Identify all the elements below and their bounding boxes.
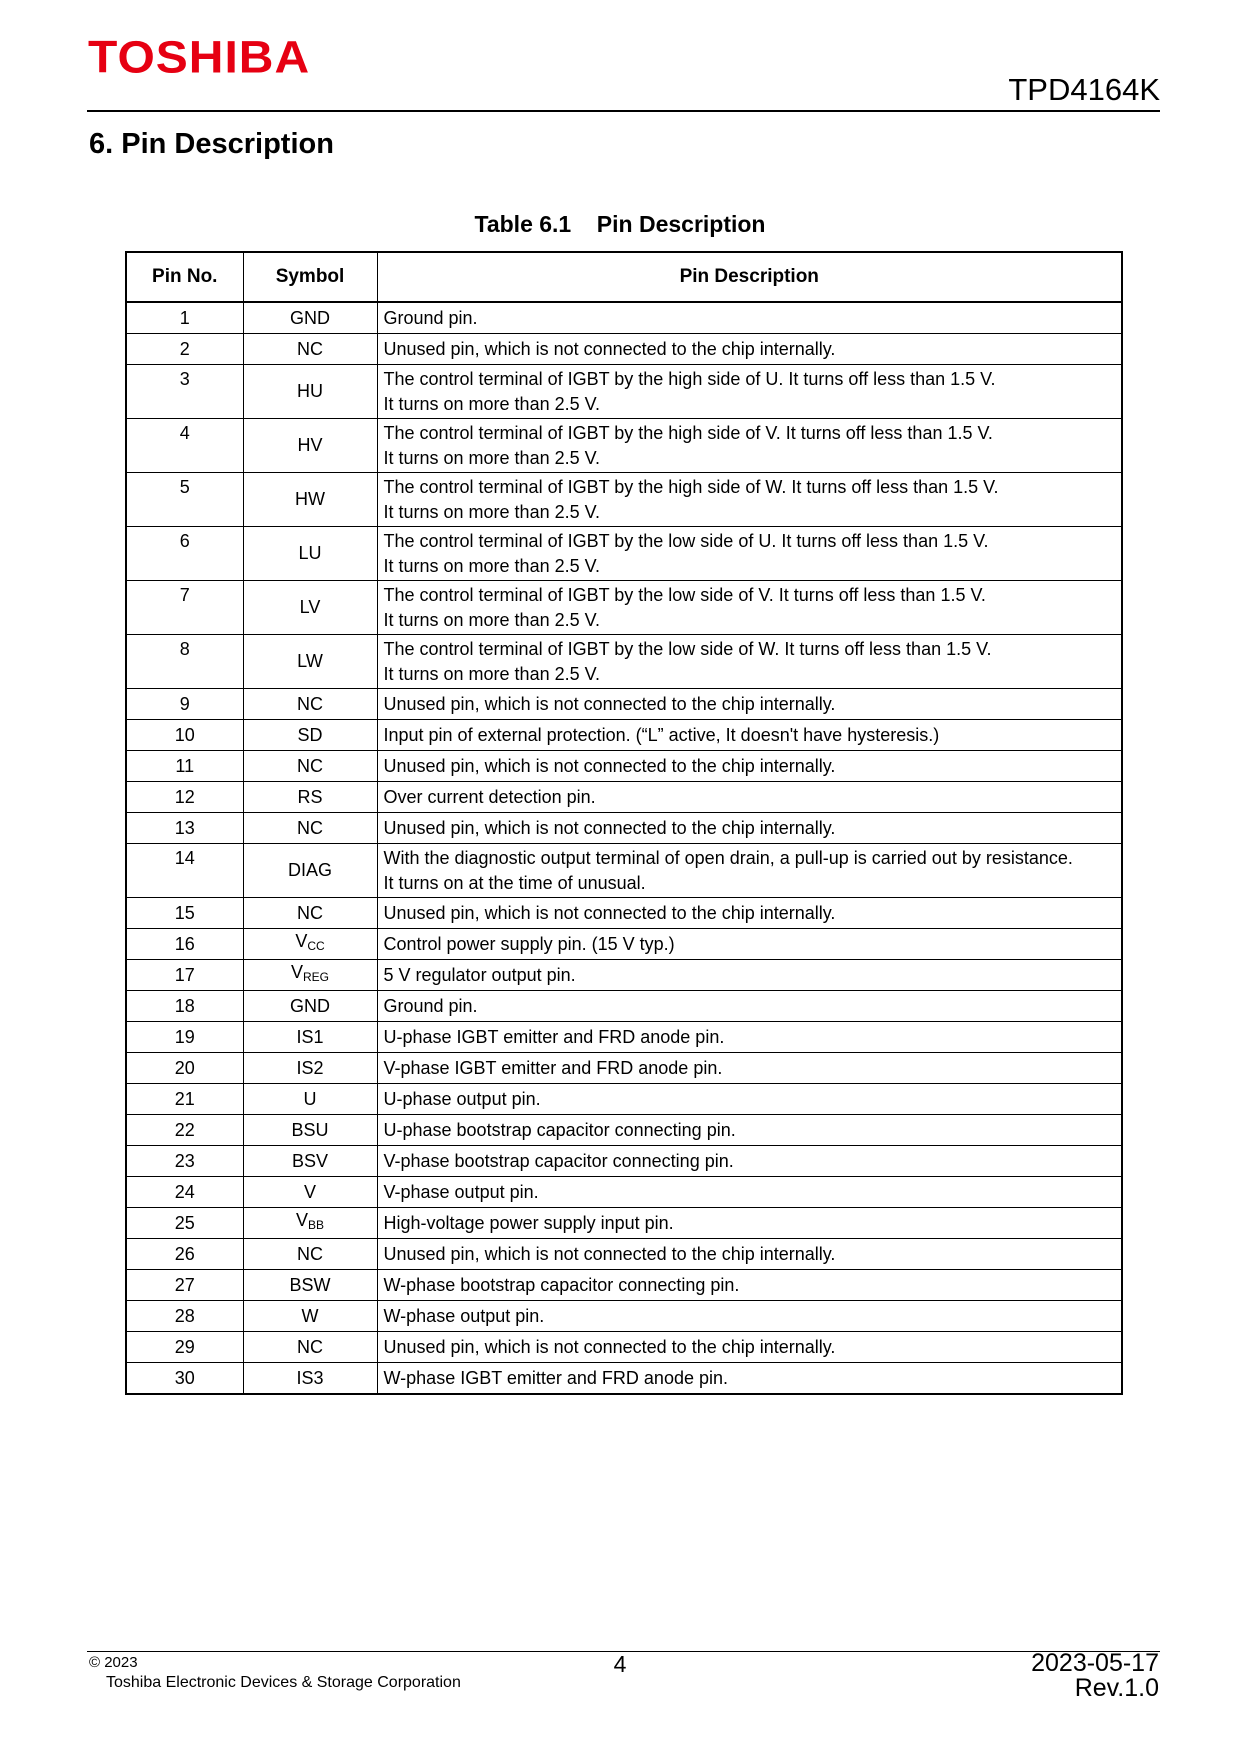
description-cell [377, 1239, 1122, 1270]
description-cell [377, 689, 1122, 720]
symbol-cell [243, 960, 377, 991]
column-header-symbol: Symbol [243, 252, 377, 302]
symbol-text: LU [298, 543, 322, 563]
pin-number-cell: 7 [126, 581, 243, 635]
symbol-cell [243, 929, 377, 960]
table-row [126, 581, 1122, 635]
symbol-text: DIAG [287, 860, 332, 880]
description-cell [377, 1115, 1122, 1146]
table-row [126, 1115, 1122, 1146]
pin-number-cell: 28 [126, 1301, 243, 1332]
symbol-text: LW [297, 651, 323, 671]
table-row [126, 527, 1122, 581]
description-line: The control terminal of IGBT by the high side of V. It turns off less than 1.5 V. [383, 422, 993, 443]
description-cell [377, 813, 1122, 844]
table-row [126, 751, 1122, 782]
pin-number-cell: 6 [126, 527, 243, 581]
description-line: It turns on at the time of unusual. [383, 872, 646, 893]
pin-number-cell: 26 [126, 1239, 243, 1270]
pin-number-cell: 3 [126, 365, 243, 419]
description-cell [377, 1146, 1122, 1177]
symbol-cell [243, 1022, 377, 1053]
revision: Rev.1.0 [1074, 1674, 1159, 1702]
symbol-cell [243, 302, 377, 334]
pin-number-cell: 11 [126, 751, 243, 782]
table-caption: Table 6.1 Pin Description [474, 211, 766, 237]
pin-number-cell: 2 [126, 334, 243, 365]
description-cell [377, 334, 1122, 365]
pin-number-cell: 10 [126, 720, 243, 751]
pin-number-cell: 15 [126, 898, 243, 929]
description-line: It turns on more than 2.5 V. [383, 447, 600, 468]
table-row [126, 1332, 1122, 1363]
symbol-subscript: REG [303, 970, 330, 984]
description-line: The control terminal of IGBT by the low side of V. It turns off less than 1.5 V. [383, 584, 986, 605]
table-row [126, 898, 1122, 929]
pin-number-cell: 8 [126, 635, 243, 689]
description-cell [377, 991, 1122, 1022]
table-row [126, 782, 1122, 813]
description-line: V-phase output pin. [383, 1181, 539, 1202]
description-cell [377, 1022, 1122, 1053]
symbol-cell [243, 813, 377, 844]
symbol-cell [243, 1332, 377, 1363]
symbol-text: V [295, 1210, 308, 1230]
description-line: Ground pin. [383, 995, 478, 1016]
description-line: Unused pin, which is not connected to the chip internally. [383, 817, 836, 838]
description-cell [377, 581, 1122, 635]
table-row [126, 1177, 1122, 1208]
symbol-text: U [303, 1088, 317, 1109]
description-line: U-phase output pin. [383, 1088, 541, 1109]
symbol-text: HV [297, 435, 323, 455]
table-row [126, 720, 1122, 751]
description-cell [377, 419, 1122, 473]
symbol-text: NC [297, 1243, 323, 1264]
symbol-cell [243, 473, 377, 527]
symbol-cell [243, 419, 377, 473]
symbol-text: HU [297, 381, 323, 401]
pin-number-cell: 1 [126, 302, 243, 334]
description-cell [377, 365, 1122, 419]
description-line: Unused pin, which is not connected to the chip internally. [383, 1336, 836, 1357]
description-line: Control power supply pin. (15 V typ.) [383, 933, 675, 954]
table-row [126, 1301, 1122, 1332]
symbol-text: W [301, 1305, 319, 1326]
description-line: High-voltage power supply input pin. [383, 1212, 674, 1233]
symbol-text: V [295, 931, 308, 951]
description-line: The control terminal of IGBT by the high side of U. It turns off less than 1.5 V. [383, 368, 996, 389]
description-line: The control terminal of IGBT by the low side of U. It turns off less than 1.5 V. [383, 530, 989, 551]
symbol-text: BSV [291, 1150, 329, 1171]
pin-number-cell: 14 [126, 844, 243, 898]
symbol-text: IS1 [296, 1026, 324, 1047]
copyright: © 2023 [89, 1654, 138, 1671]
description-line: V-phase bootstrap capacitor connecting pin. [383, 1150, 734, 1171]
toshiba-logo: TOSHIBA [88, 32, 311, 83]
pin-description-table [125, 251, 1123, 1395]
pin-number-cell: 12 [126, 782, 243, 813]
symbol-text: BSW [289, 1274, 331, 1295]
description-line: Unused pin, which is not connected to the chip internally. [383, 693, 836, 714]
description-line: It turns on more than 2.5 V. [383, 555, 600, 576]
description-line: Unused pin, which is not connected to the chip internally. [383, 1243, 836, 1264]
description-line: W-phase IGBT emitter and FRD anode pin. [383, 1367, 728, 1388]
symbol-cell [243, 1146, 377, 1177]
symbol-cell [243, 1053, 377, 1084]
symbol-cell [243, 1115, 377, 1146]
pin-number-cell: 30 [126, 1363, 243, 1395]
description-line: Over current detection pin. [383, 786, 596, 807]
description-cell [377, 527, 1122, 581]
pin-number-cell: 27 [126, 1270, 243, 1301]
symbol-cell [243, 844, 377, 898]
table-row [126, 689, 1122, 720]
description-line: The control terminal of IGBT by the low side of W. It turns off less than 1.5 V. [383, 638, 992, 659]
symbol-text: BSU [291, 1119, 329, 1140]
description-line: Unused pin, which is not connected to the chip internally. [383, 755, 836, 776]
description-line: The control terminal of IGBT by the high side of W. It turns off less than 1.5 V. [383, 476, 999, 497]
table-row [126, 991, 1122, 1022]
symbol-text: NC [297, 338, 323, 359]
symbol-cell [243, 1239, 377, 1270]
table-row [126, 1363, 1122, 1395]
description-cell [377, 473, 1122, 527]
symbol-text: IS2 [296, 1057, 324, 1078]
symbol-text: V [303, 1181, 316, 1202]
symbol-cell [243, 720, 377, 751]
description-line: W-phase output pin. [383, 1305, 545, 1326]
description-line: V-phase IGBT emitter and FRD anode pin. [383, 1057, 723, 1078]
symbol-cell [243, 334, 377, 365]
column-header-pin-description: Pin Description [377, 252, 1122, 302]
description-cell [377, 1332, 1122, 1363]
pin-number-cell: 25 [126, 1208, 243, 1239]
symbol-cell [243, 689, 377, 720]
symbol-text: GND [290, 995, 330, 1016]
symbol-text: NC [297, 755, 323, 776]
symbol-text: HW [295, 489, 325, 509]
pin-number-cell: 5 [126, 473, 243, 527]
description-line: It turns on more than 2.5 V. [383, 501, 600, 522]
description-line: U-phase IGBT emitter and FRD anode pin. [383, 1026, 725, 1047]
header-divider [87, 110, 1160, 112]
table-row [126, 302, 1122, 334]
symbol-cell [243, 527, 377, 581]
pin-number-cell: 17 [126, 960, 243, 991]
description-cell [377, 720, 1122, 751]
description-line: With the diagnostic output terminal of open drain, a pull-up is carried out by resistance. [383, 847, 1073, 868]
document-number: TPD4164K [1008, 72, 1160, 107]
symbol-text: NC [297, 902, 323, 923]
description-line: It turns on more than 2.5 V. [383, 609, 600, 630]
description-cell [377, 929, 1122, 960]
pin-number-cell: 29 [126, 1332, 243, 1363]
table-body [126, 302, 1122, 1394]
column-header-pin-no: Pin No. [126, 252, 243, 302]
symbol-text: IS3 [296, 1367, 324, 1388]
description-cell [377, 1084, 1122, 1115]
symbol-cell [243, 1177, 377, 1208]
table-row [126, 960, 1122, 991]
pin-number-cell: 13 [126, 813, 243, 844]
symbol-cell [243, 898, 377, 929]
pin-number-cell: 19 [126, 1022, 243, 1053]
symbol-cell [243, 365, 377, 419]
description-cell [377, 782, 1122, 813]
description-cell [377, 1301, 1122, 1332]
symbol-text: NC [297, 693, 323, 714]
table-row [126, 1084, 1122, 1115]
description-line: Unused pin, which is not connected to the chip internally. [383, 902, 836, 923]
symbol-cell [243, 751, 377, 782]
description-cell [377, 844, 1122, 898]
symbol-cell [243, 1270, 377, 1301]
company-name: Toshiba Electronic Devices & Storage Corporation [106, 1674, 461, 1691]
table-row [126, 365, 1122, 419]
description-line: It turns on more than 2.5 V. [383, 663, 600, 684]
description-cell [377, 751, 1122, 782]
pin-number-cell: 4 [126, 419, 243, 473]
table-row [126, 635, 1122, 689]
table-row [126, 1208, 1122, 1239]
symbol-text: V [290, 962, 303, 982]
table-row [126, 1270, 1122, 1301]
symbol-text: LV [299, 597, 321, 617]
symbol-cell [243, 1208, 377, 1239]
table-row [126, 1053, 1122, 1084]
symbol-cell [243, 991, 377, 1022]
table-header-row [126, 252, 1122, 302]
table-row [126, 419, 1122, 473]
description-cell [377, 898, 1122, 929]
symbol-cell [243, 581, 377, 635]
description-line: Ground pin. [383, 307, 478, 328]
description-cell [377, 1208, 1122, 1239]
table-row [126, 929, 1122, 960]
pin-number-cell: 23 [126, 1146, 243, 1177]
description-cell [377, 1177, 1122, 1208]
symbol-cell [243, 782, 377, 813]
publication-date: 2023-05-17 [1031, 1649, 1159, 1677]
pin-number-cell: 9 [126, 689, 243, 720]
symbol-text: SD [297, 724, 323, 745]
pin-number-cell: 18 [126, 991, 243, 1022]
pin-number-cell: 16 [126, 929, 243, 960]
table-row [126, 473, 1122, 527]
table-row [126, 813, 1122, 844]
description-line: 5 V regulator output pin. [383, 964, 576, 985]
description-cell [377, 1363, 1122, 1395]
description-line: Unused pin, which is not connected to the chip internally. [383, 338, 836, 359]
symbol-cell [243, 635, 377, 689]
section-title: 6. Pin Description [89, 128, 334, 160]
description-cell [377, 1270, 1122, 1301]
table-row [126, 1146, 1122, 1177]
symbol-text: RS [297, 786, 323, 807]
symbol-text: NC [297, 1336, 323, 1357]
description-line: Input pin of external protection. (“L” active, It doesn't have hysteresis.) [383, 724, 940, 745]
description-cell [377, 302, 1122, 334]
page-number: 4 [613, 1651, 627, 1677]
pin-number-cell: 21 [126, 1084, 243, 1115]
table-row [126, 334, 1122, 365]
description-cell [377, 635, 1122, 689]
table-row [126, 1022, 1122, 1053]
pin-number-cell: 22 [126, 1115, 243, 1146]
symbol-cell [243, 1084, 377, 1115]
symbol-cell [243, 1301, 377, 1332]
symbol-text: NC [297, 817, 323, 838]
description-line: It turns on more than 2.5 V. [383, 393, 600, 414]
symbol-subscript: BB [308, 1218, 325, 1232]
table-row [126, 1239, 1122, 1270]
description-line: W-phase bootstrap capacitor connecting pin. [383, 1274, 740, 1295]
pin-number-cell: 20 [126, 1053, 243, 1084]
description-cell [377, 960, 1122, 991]
symbol-subscript: CC [307, 939, 325, 953]
table-row [126, 844, 1122, 898]
symbol-text: GND [290, 307, 330, 328]
symbol-cell [243, 1363, 377, 1395]
pin-number-cell: 24 [126, 1177, 243, 1208]
description-cell [377, 1053, 1122, 1084]
description-line: U-phase bootstrap capacitor connecting pin. [383, 1119, 736, 1140]
